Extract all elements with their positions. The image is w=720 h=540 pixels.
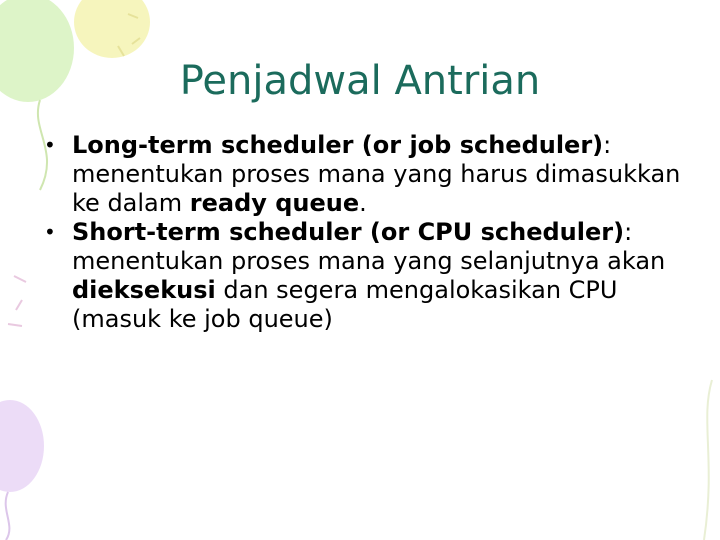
term-separator: : [624, 218, 633, 246]
balloon-icon [74, 0, 150, 58]
balloon-icon [0, 400, 44, 540]
bullet-icon: • [44, 220, 56, 244]
term-short-term: Short-term scheduler (or CPU scheduler) [72, 218, 625, 246]
emphasis-ready-queue: ready queue [189, 189, 360, 217]
bullet-item-short-term [44, 218, 684, 334]
slide-title: Penjadwal Antrian [179, 58, 541, 104]
emphasis-dieksekusi: dieksekusi [72, 276, 216, 304]
term-long-term: Long-term scheduler (or job scheduler) [72, 131, 604, 159]
description-text: menentukan proses mana yang selanjutnya akan [72, 247, 666, 275]
bullet-list [44, 131, 684, 334]
description-text: menentukan proses mana yang harus dimasukkan ke dalam [72, 160, 681, 217]
balloon-string-decoration [704, 380, 712, 540]
term-separator: : [603, 131, 612, 159]
description-tail: dan segera mengalokasikan CPU (masuk ke job queue) [72, 276, 618, 333]
bullet-item-long-term [44, 131, 684, 218]
bullet-icon: • [44, 133, 56, 157]
description-tail: . [359, 189, 367, 217]
